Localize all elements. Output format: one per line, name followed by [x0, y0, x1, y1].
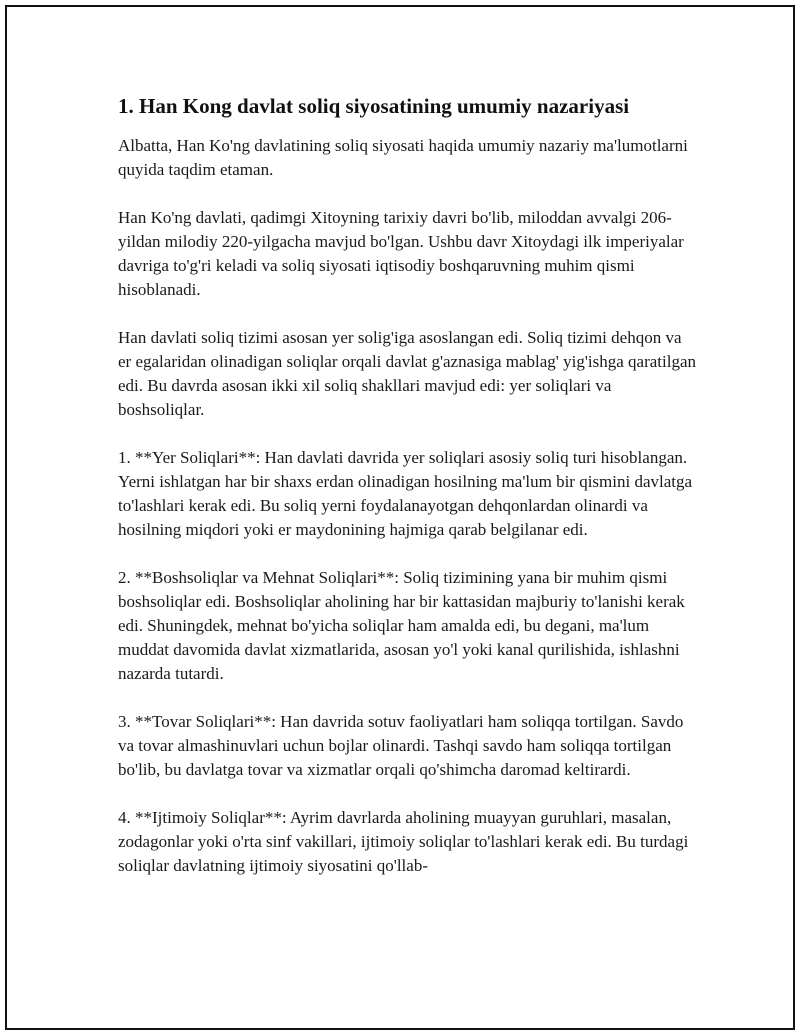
paragraph-goods-tax: 3. **Tovar Soliqlari**: Han davrida sotuv faoliyatlari ham soliqqa tortilgan. Savdo va tovar almashinuvlari uchun bojlar olinardi. Tashqi savdo ham soliqqa tortilgan bo'lib, bu davlatga tovar va xizmatlar orqali qo'shimcha daromad keltirardi.	[118, 712, 684, 779]
paragraph-land-tax: 1. **Yer Soliqlari**: Han davlati davrida yer soliqlari asosiy soliq turi hisoblangan. Yerni ishlatgan har bir shaxs erdan olinadigan hosilning ma'lum bir qismini davlatga to'lashlari kerak edi. Bu soliq yerni foydalanayotgan dehqonlardan olinardi va hosilning miqdori yoki er maydonining hajmiga qarab belgilanar edi.	[118, 448, 693, 539]
paragraph-intro: Albatta, Han Ko'ng davlatining soliq siyosati haqida umumiy nazariy ma'lumotlarni quyida taqdim etaman.	[118, 136, 688, 179]
paragraph-social-tax: 4. **Ijtimoiy Soliqlar**: Ayrim davrlarda aholining muayyan guruhlari, masalan, zodagonlar yoki o'rta sinf vakillari, ijtimoiy soliqlar to'lashlari kerak edi. Bu turdagi soliqlar davlatning ijtimoiy siyosatini qo'llab-	[118, 808, 689, 875]
paragraph-head-tax: 2. **Boshsoliqlar va Mehnat Soliqlari**: Soliq tizimining yana bir muhim qismi boshsoliqlar edi. Boshsoliqlar aholining har bir kattasidan majburiy to'lanishi kerak edi. Shuningdek, mehnat bo'yicha soliqlar ham amalda edi, bu degani, ma'lum muddat davomida davlat xizmatlarida, asosan yo'l yoki kanal qurilishida, ishlashni nazarda tutardi.	[118, 568, 685, 683]
document-title: 1. Han Kong davlat soliq siyosatining umumiy nazariyasi	[118, 94, 630, 118]
paragraph-history: Han Ko'ng davlati, qadimgi Xitoyning tarixiy davri bo'lib, miloddan avvalgi 206-yildan milodiy 220-yilgacha mavjud bo'lgan. Ushbu davr Xitoydagi ilk imperiyalar davriga to'g'ri keladi va soliq siyosati iqtisodiy boshqaruvning muhim qismi hisoblanadi.	[118, 208, 684, 299]
document-body	[118, 92, 698, 902]
paragraph-tax-system: Han davlati soliq tizimi asosan yer solig'iga asoslangan edi. Soliq tizimi dehqon va er egalaridan olinadigan soliqlar orqali davlat g'aznasiga mablag' yig'ishga qaratilgan edi. Bu davrda asosan ikki xil soliq shakllari mavjud edi: yer soliqlari va boshsoliqlar.	[118, 328, 697, 419]
